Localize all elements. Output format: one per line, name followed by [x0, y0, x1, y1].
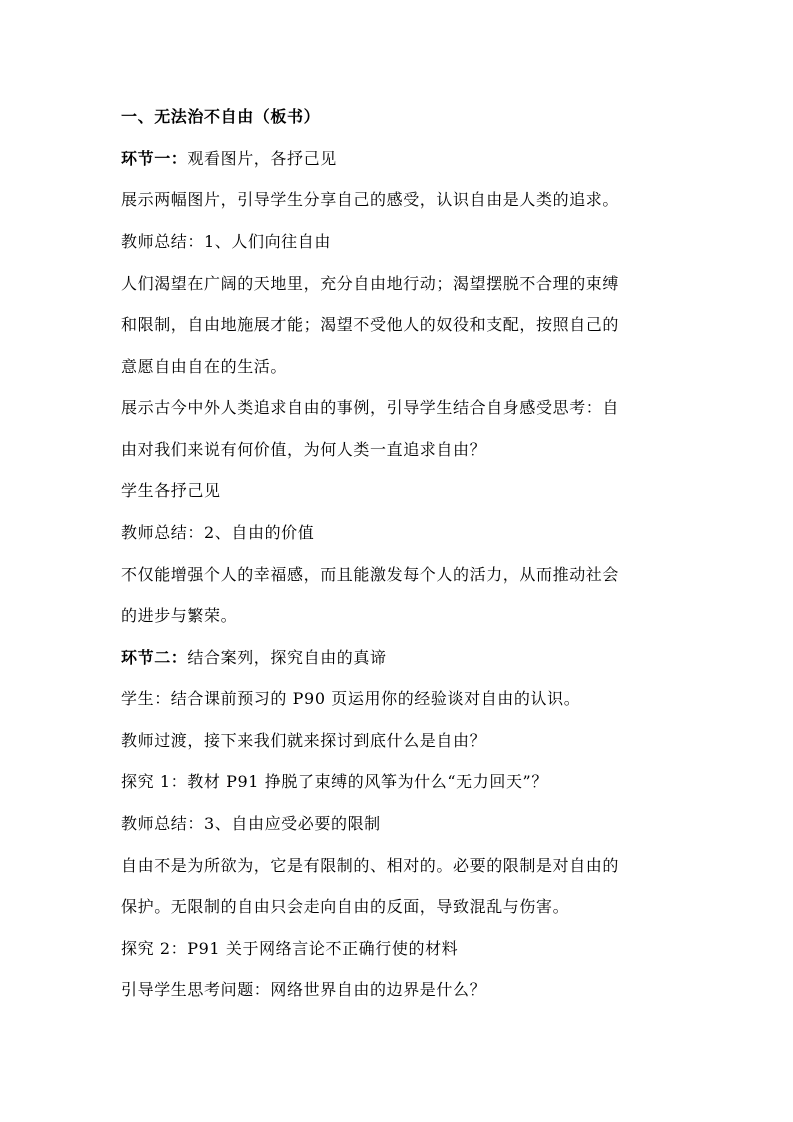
paragraph-line — [121, 149, 681, 169]
paragraph-line: 的进步与繁荣。 — [121, 606, 238, 625]
paragraph-line: 保护。无限制的自由只会走向自由的反面，导致混乱与伤害。 — [121, 897, 570, 916]
paragraph-line: 自由不是为所欲为，它是有限制的、相对的。必要的限制是对自由的 — [121, 856, 620, 875]
paragraph-line: 学生各抒己见 — [121, 481, 221, 500]
paragraph-line: 由对我们来说有何价值，为何人类一直追求自由？ — [121, 440, 487, 459]
paragraph-line: 人们渴望在广阔的天地里，充分自由地行动；渴望摆脱不合理的束缚 — [121, 274, 620, 293]
paragraph-line: 探究 1：教材 P91 挣脱了束缚的风筝为什么“无力回天”？ — [121, 772, 548, 791]
paragraph-line: 教师过渡，接下来我们就来探讨到底什么是自由？ — [121, 731, 487, 750]
paragraph-line: 教师总结：2、自由的价值 — [121, 523, 315, 542]
paragraph-line: 引导学生思考问题：网络世界自由的边界是什么？ — [121, 980, 487, 999]
stage-title: 结合案列，探究自由的真谛 — [187, 648, 387, 667]
section-heading: 一、无法治不自由（板书） — [121, 107, 321, 126]
paragraph-line: 学生：结合课前预习的 P90 页运用你的经验谈对自由的认识。 — [121, 689, 581, 708]
stage-title: 观看图片，各抒己见 — [187, 149, 337, 168]
paragraph-line: 意愿自由自在的生活。 — [121, 357, 288, 376]
stage-label: 环节一： — [121, 149, 188, 168]
paragraph-line: 教师总结：3、自由应受必要的限制 — [121, 814, 381, 833]
paragraph-line: 和限制，自由地施展才能；渴望不受他人的奴役和支配，按照自己的 — [121, 315, 620, 334]
stage-label: 环节二： — [121, 648, 188, 667]
paragraph-line: 探究 2：P91 关于网络言论不正确行使的材料 — [121, 939, 459, 958]
paragraph-line: 展示两幅图片，引导学生分享自己的感受，认识自由是人类的追求。 — [121, 190, 620, 209]
paragraph-line: 展示古今中外人类追求自由的事例，引导学生结合自身感受思考：自 — [121, 398, 620, 417]
paragraph-line: 教师总结：1、人们向往自由 — [121, 232, 331, 251]
paragraph-line — [121, 648, 681, 668]
paragraph-line: 不仅能增强个人的幸福感，而且能激发每个人的活力，从而推动社会 — [121, 565, 620, 584]
